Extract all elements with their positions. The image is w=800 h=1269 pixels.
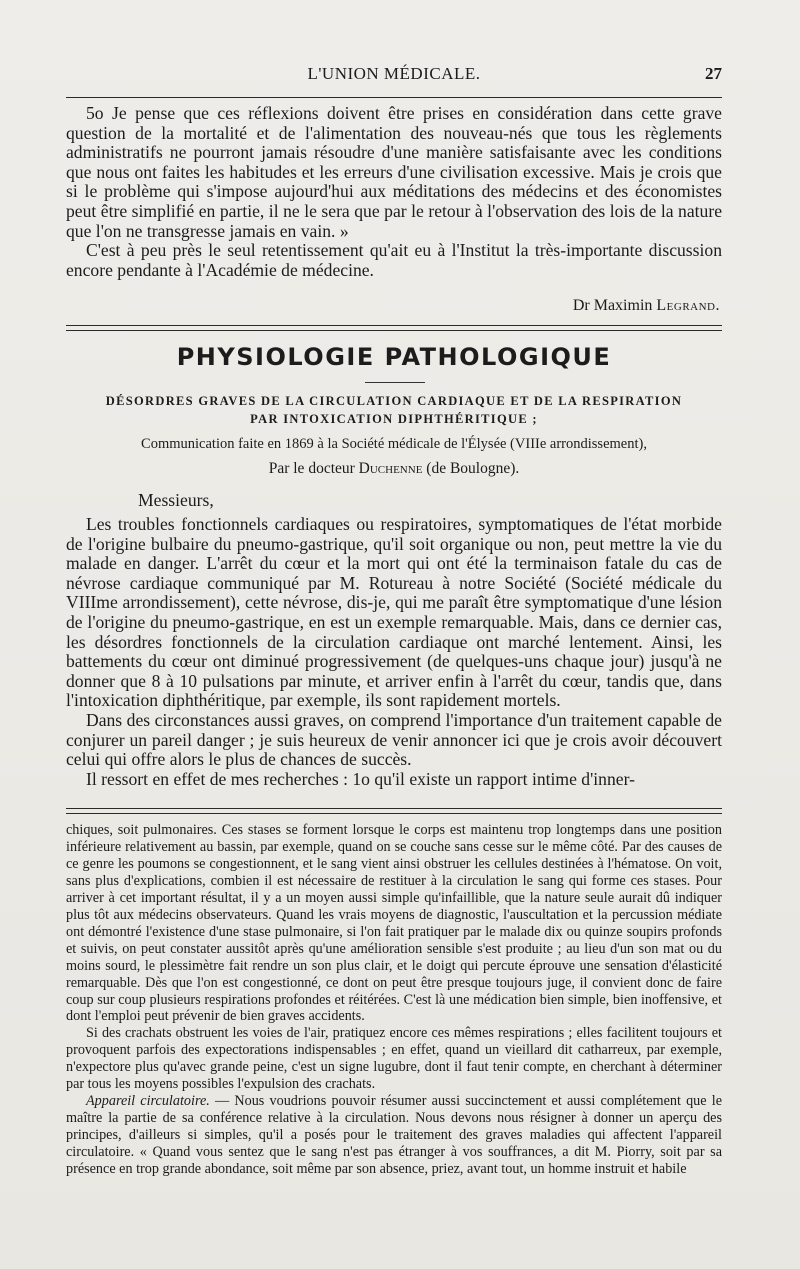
closing-article-text xyxy=(66,104,722,280)
salutation: Messieurs, xyxy=(138,490,214,510)
page-number: 27 xyxy=(705,64,722,83)
paragraph: Les troubles fonctionnels cardiaques ou respiratoires, symptomatiques de l'état morbide de l'origine bulbaire du pneumo-gastrique, qu'il soit organique ou non, peut mettre la vie du malade en danger. L'arrêt du cœur et la mort qui ont été la terminaison fatale du cas de névrose cardiaque communiqué par M. Rotureau à notre Société (Société médicale du VIIIme arrondissement), cette névrose, dis-je, qui me paraît être symptomatique d'une lésion de l'origine du pneumo-gastrique, en est un exemple remarquable. Mais, dans ce dernier cas, les désordres fonctionnels de la circulation cardiaque ont marché lentement. Ainsi, les battements du cœur ont diminué progressivement (de quelques-uns chaque jour) jusqu'à ne donner que 8 à 10 pulsations par minute, et arriver enfin à l'arrêt du cœur, tandis que, dans l'intoxication diphthéritique, par exemple, ils sont rapidement mortels. xyxy=(66,514,722,711)
paragraph-label: Appareil circulatoire. xyxy=(86,1093,210,1110)
article-signature xyxy=(573,297,720,315)
author-suffix: (de Boulogne). xyxy=(422,460,520,477)
running-title: L'UNION MÉDICALE. xyxy=(307,64,481,83)
article-subtitle-line-2: PAR INTOXICATION DIPHTHÉRITIQUE ; xyxy=(250,412,538,426)
author-name: Duchenne xyxy=(358,460,423,477)
title-rule xyxy=(365,382,425,383)
page-header xyxy=(66,64,722,86)
feuilleton-text xyxy=(66,822,722,1178)
main-article-text xyxy=(66,515,722,789)
signature-name: Legrand. xyxy=(656,297,720,314)
header-rule xyxy=(66,97,722,98)
article-subtitle-line-1: DÉSORDRES GRAVES DE LA CIRCULATION CARDIAQUE ET DE LA RESPIRATION xyxy=(105,394,683,408)
section-title: PHYSIOLOGIE PATHOLOGIQUE xyxy=(176,343,612,371)
paragraph: chiques, soit pulmonaires. Ces stases se forment lorsque le corps est maintenu trop longtemps dans une position inférieure relativement au bassin, par exemple, quand on se couche sans cesse sur le même côté. Par des causes de ce genre les poumons se congestionnent, et le sang vient ainsi obstruer les cellules destinées à l'hématose. On voit, sans plus d'explications, combien il est nécessaire de restituer à la circulation le sang qui forme ces stases. Pour arriver à cet important résultat, il y a un moyen aussi simple qu'infaillible, que la nature seule aurait dû indiquer plus tôt aux médecins observateurs. Quand les vrais moyens de diagnostic, l'auscultation et la percussion médiate ont démontré l'existence d'une stase pulmonaire, si l'on fait pratiquer par le malade dix ou quinze soupirs profonds et suivis, on peut constater aussitôt après qu'une amélioration sensible s'est produite ; au lieu d'un son mat ou du moins sourd, le plessimètre fait rendre un son plus clair, et le doigt qui percute éprouve une sensation d'élasticité remarquable. Dès que l'on est congestionné, ce dont on peut être presque toujours juge, il convient donc de faire coup sur coup plusieurs respirations profondes et réitérées. C'est là une médication bien simple, bien inoffensive, et dont l'emploi peut prévenir de bien graves accidents. xyxy=(66,822,722,1025)
communication-note: Communication faite en 1869 à la Société médicale de l'Élysée (VIIIe arrondissement), xyxy=(141,436,647,452)
author-prefix: Par le docteur xyxy=(268,460,359,477)
paragraph: Dans des circonstances aussi graves, on comprend l'importance d'un traitement capable de conjurer un pareil danger ; je suis heureux de venir annoncer ici que je crois avoir découvert celui qui offre alors le plus de chances de succès. xyxy=(66,709,722,770)
feuilleton-separator xyxy=(66,808,722,814)
section-separator xyxy=(66,325,722,331)
paragraph: Il ressort en effet de mes recherches : 1o qu'il existe un rapport intime d'inner- xyxy=(86,768,635,789)
paragraph xyxy=(66,1093,722,1178)
paragraph: 5o Je pense que ces réflexions doivent être prises en considération dans cette grave question de la mortalité et de l'alimentation des nouveau-nés que tous les règlements administratifs ne pourront jamais résoudre d'une manière satisfaisante avec les conditions que nous ont faites les habitudes et les erreurs d'une civilisation excessive. Mais je crois que si le problème qui s'impose aujourd'hui aux méditations des médecins et des économistes peut être simplifié en partie, il ne le sera que par le retour à l'observation des lois de la nature que l'on ne transgresse jamais en vain. » xyxy=(66,103,722,241)
author-line xyxy=(66,460,722,478)
paragraph: Si des crachats obstruent les voies de l'air, pratiquez encore ces mêmes respirations ; elles facilitent toujours et provoquent parfois des expectorations indispensables ; en effet, quand un vieillard dit catharreux, par exemple, n'expectore plus qu'avec grande peine, c'est un signe lugubre, dont il faut tenir compte, en cherchant à déterminer par tous les moyens possibles l'expulsion des crachats. xyxy=(66,1025,722,1093)
paragraph-body: — Nous voudrions pouvoir résumer aussi succinctement et aussi complétement que le maître la partie de sa conférence relative à la circulation. Nous devons nous résigner à donner un aperçu des principes, d'ailleurs si simples, qu'il a posés pour le traitement des graves maladies qui affectent l'appareil circulatoire. « Quand vous sentez que le sang n'est pas étranger à vos souffrances, a dit M. Piorry, soit par sa présence en trop grande abondance, soit même par son absence, priez, avant tout, un homme instruit et habile xyxy=(66,1093,722,1178)
signature-prefix: Dr Maximin xyxy=(572,297,657,314)
paragraph: C'est à peu près le seul retentissement qu'ait eu à l'Institut la très-importante discussion encore pendante à l'Académie de médecine. xyxy=(66,240,722,280)
